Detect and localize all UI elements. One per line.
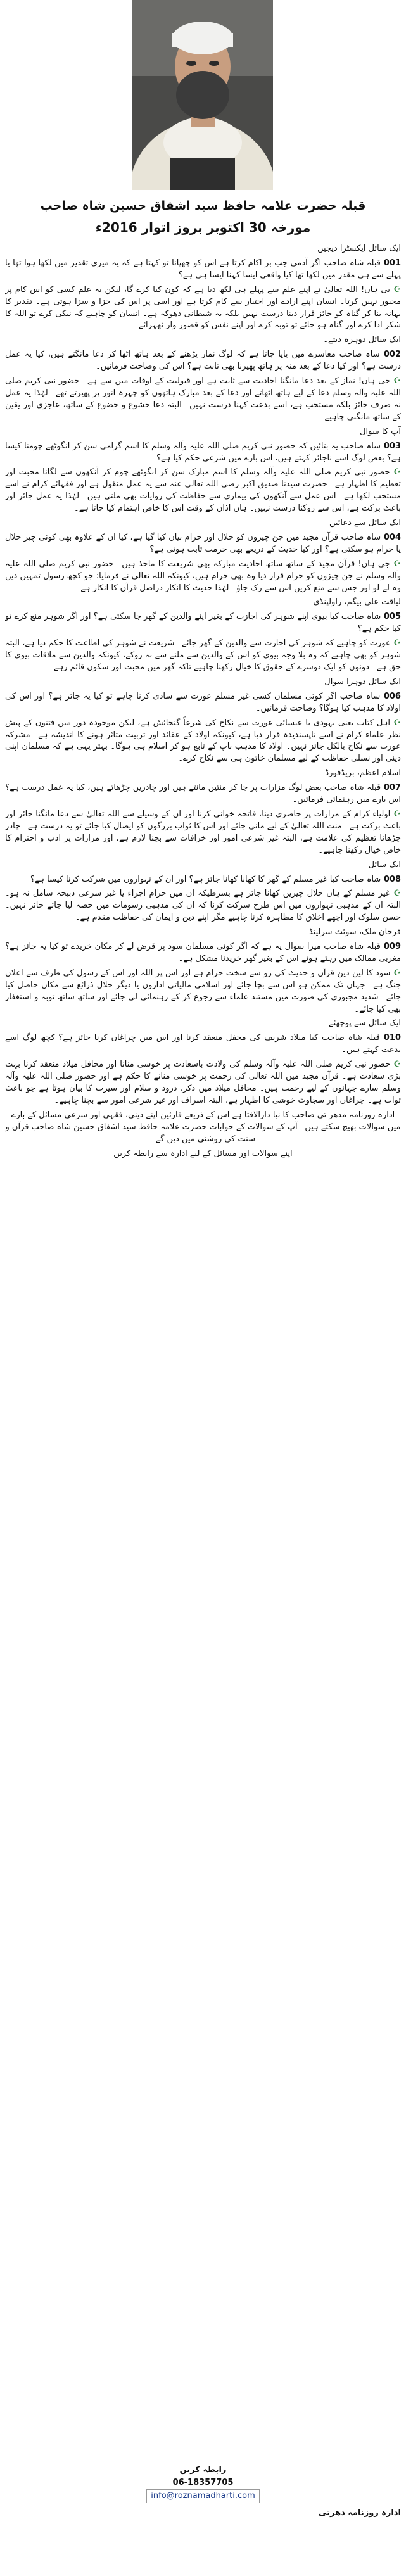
questioner-line: لیاقت علی بیگم، راولپنڈی — [313, 597, 401, 607]
answer-text: عورت کو چاہیے کہ شوہر کی اجازت سے والدین کے گھر جائے۔ شریعت نے شوہر کی اطاعت کا حکم دیا ہے، البتہ شوہر کو بھی چاہیے کہ وہ بلا وجہ بیوی کو اس کے والدین سے ملنے سے نہ روکے، کیونکہ والدین سے ملاقات بیوی کا حق ہے۔ دونوں کو ایک دوسرے کے حقوق کا خیال رکھنا چاہیے تاکہ گھر میں محبت اور سکون قائم رہے۔ — [5, 638, 401, 672]
closing-note: ادارہ روزنامہ مدھر تی صاحب کا نیا دارالافتا ہے اس کے ذریعے قارئین اپنے دینی، فقہی اور شرعی مسائل کے بارے میں سوالات بھیج سکتے ہیں۔ آپ کے سوالات کے جوابات حضرت علامہ حافظ سید اشفاق حسین شاہ صاحب قرآن و سنت کی روشنی میں دیں گے۔ — [5, 1110, 401, 1144]
question — [5, 691, 401, 715]
answer-text: اہل کتاب یعنی یہودی یا عیسائی عورت سے نکاح کی شرعاً گنجائش ہے، لیکن موجودہ دور میں فتنوں کے پیش نظر علماء کرام نے اسے ناپسندیدہ قرار دیا ہے، کیونکہ اولاد کے عقائد اور تربیت متاثر ہونے کا اندیشہ ہے۔ مشرکہ عورت سے نکاح بالکل جائز نہیں۔ اولاد کا مذہب باپ کے تابع ہو کر اسلام ہی ہوگا۔ بہتر یہی ہے کہ مسلمان اپنی دینی اور نسلی حفاظت کے لیے مسلمان خاتون ہی سے نکاح کرے۔ — [5, 718, 401, 764]
questioner-line: آپ کا سوال — [360, 426, 401, 436]
answer-marker-icon: ☪ — [390, 559, 401, 569]
question-number: 005 — [381, 612, 401, 622]
contact-block — [5, 2464, 401, 2520]
question — [5, 258, 401, 282]
questioner-line: فرحان ملک، سوئٹ سرلینڈ — [308, 927, 401, 937]
question — [5, 941, 401, 965]
answer-text: جی ہاں! قرآن مجید کے ساتھ ساتھ احادیث مبارکہ بھی شریعت کا ماخذ ہیں۔ حضور نبی کریم صلی اللہ علیہ وآلہ وسلم نے جن چیزوں کو حرام قرار دیا وہ بھی حرام ہیں، کیونکہ اللہ تعالیٰ نے فرمایا: جو کچھ رسول تمہیں دیں وہ لے لو اور جس سے منع کریں اس سے رک جاؤ۔ لہٰذا حدیث کا انکار دراصل قرآن کا انکار ہے۔ — [5, 559, 401, 593]
answer — [5, 376, 401, 424]
portrait-photo — [132, 0, 273, 190]
answer-marker-icon: ☪ — [390, 889, 401, 899]
answer-text: حضور نبی کریم صلی اللہ علیہ وآلہ وسلم کی ولادت باسعادت پر خوشی منانا اور محافل میلاد منعقد کرنا بہت بڑی سعادت ہے۔ قرآن مجید میں اللہ تعالیٰ کی رحمت پر خوشی منانے کا حکم ہے اور حضور صلی اللہ علیہ وآلہ وسلم سارے جہانوں کے لیے رحمت ہیں۔ محافل میلاد میں ذکر، درود و سلام اور سیرت کا بیان ہوتا ہے جو باعث ثواب ہے۔ چراغاں اور سجاوٹ خوشی کا اظہار ہے، البتہ اسراف اور غیر شرعی امور سے بچنا چاہیے۔ — [5, 1060, 401, 1105]
answer-text: حضور نبی کریم صلی اللہ علیہ وآلہ وسلم کا اسم مبارک سن کر انگوٹھے چوم کر آنکھوں سے لگانا محبت اور تعظیم کا اظہار ہے۔ حضرت سیدنا صدیق اکبر رضی اللہ تعالیٰ عنہ سے یہ عمل منقول ہے اور فقہائے کرام نے اسے مستحب لکھا ہے۔ اس عمل سے آنکھوں کی بیماری سے حفاظت کی روایات بھی ملتی ہیں۔ لہٰذا یہ عمل جائز اور باعث برکت ہے، اس سے روکنا درست نہیں۔ ہاں اذان کے وقت اس کا خاص اہتمام کیا جاتا ہے۔ — [5, 467, 401, 514]
question-number: 008 — [381, 874, 401, 884]
answer — [5, 809, 401, 857]
questioner-line: اسلام اعظم، بریڈفورڈ — [325, 768, 401, 778]
answer — [5, 1059, 401, 1107]
date-caption: مورخہ 30 اکتوبر بروز اتوار 2016ء — [95, 220, 311, 235]
question-text: شاہ صاحب معاشرے میں پایا جاتا ہے کہ لوگ نماز پڑھنے کے بعد ہاتھ اٹھا کر دعا مانگتے ہیں، کیا یہ عمل درست ہے؟ اور کیا دعا کے بعد منہ پر ہاتھ پھیرنا بھی ثابت ہے؟ اس کی وضاحت فرمائیں۔ — [5, 350, 401, 372]
question-number: 007 — [381, 783, 401, 793]
answer-marker-icon: ☪ — [390, 467, 401, 478]
answer-text: بی ہاں! اللہ تعالیٰ نے اپنے علم سے پہلے ہی لکھ دیا ہے کہ کون کیا کرے گا، لیکن یہ علم کسی کو اس کام پر مجبور نہیں کرتا۔ انسان اپنے ارادے اور اختیار سے کام کرتا ہے اور اسی پر اس کی جزا و سزا ہوتی ہے۔ تقدیر کا بہانہ بنا کر گناہ کو جائز قرار دینا درست نہیں بلکہ یہ شیطانی دھوکہ ہے۔ انسان کو چاہیے کہ نیکی کرے تو اللہ کا شکر ادا کرے اور گناہ ہو جائے تو توبہ کرے اور اپنے نفس کو قصور وار ٹھہرائے۔ — [5, 284, 401, 331]
question — [5, 532, 401, 556]
answer-text: اولیاء کرام کے مزارات پر حاضری دینا، فاتحہ خوانی کرنا اور ان کے وسیلے سے اللہ تعالیٰ سے دعا مانگنا جائز اور باعث برکت ہے۔ منت اللہ تعالیٰ کے لیے مانی جائے اور اس کا ثواب بزرگوں کو ایصال کیا جائے تو یہ درست ہے۔ چادر چڑھانا تعظیم کی علامت ہے، البتہ غیر شرعی امور اور خرافات سے بچنا لازم ہے، اور مزارات پر ادب و احترام کا خاص خیال رکھنا چاہیے۔ — [5, 809, 401, 855]
question-number: 001 — [380, 258, 401, 268]
answer — [5, 888, 401, 924]
answer — [5, 284, 401, 333]
answer — [5, 559, 401, 595]
question-number: 006 — [380, 691, 401, 701]
questioner-line: ایک سائل دوہرہ دیتے۔ — [323, 335, 401, 345]
answer-text: جی ہاں! نماز کے بعد دعا مانگنا احادیث سے ثابت ہے اور قبولیت کے اوقات میں سے ہے۔ حضور نبی کریم صلی اللہ علیہ وآلہ وسلم دعا کے لیے ہاتھ اٹھاتے اور دعا کے بعد مبارک ہاتھوں کو چہرہ انور پر پھیرتے تھے۔ لہٰذا یہ عمل نہ صرف جائز بلکہ مستحب ہے، اسے بدعت کہنا درست نہیں۔ البتہ دعا خشوع و خضوع کے ساتھ، عاجزی اور یقین کے ساتھ مانگنی چاہیے۔ — [5, 376, 401, 422]
question — [5, 1032, 401, 1056]
answer-marker-icon: ☪ — [390, 284, 401, 295]
questioner-line: ایک سائل دوہرا سوال — [324, 676, 401, 687]
question-text: شاہ صاحب یہ بتائیں کہ حضور نبی کریم صلی اللہ علیہ وآلہ وسلم کا اسم گرامی سن کر انگوٹھے چومنا کیسا ہے؟ بعض لوگ اسے ناجائز کہتے ہیں، اس بارے میں شرعی حکم کیا ہے؟ — [5, 441, 401, 463]
questioner-line: ایک سائل ایکسٹرا دیجیں — [317, 244, 401, 253]
question-text: قبلہ شاہ صاحب بعض لوگ مزارات پر جا کر منتیں مانتے ہیں اور چادریں چڑھاتے ہیں، کیا یہ عمل درست ہے؟ اس بارے میں رہنمائی فرمائیں۔ — [5, 783, 401, 805]
question-text: قبلہ شاہ صاحب کیا میلاد شریف کی محفل منعقد کرنا اور اس میں چراغاں کرنا جائز ہے؟ کچھ لوگ اسے بدعت کہتے ہیں۔ — [5, 1033, 401, 1055]
closing-note: اپنے سوالات اور مسائل کے لیے ادارہ سے رابطہ کریں — [113, 1148, 293, 1158]
question-number: 002 — [379, 350, 401, 360]
question-number: 010 — [379, 1033, 401, 1043]
qa-column — [5, 243, 401, 2568]
contact-phone: 06-18357705 — [172, 2478, 234, 2487]
portrait-caption: قبلہ حضرت علامہ حافظ سید اشفاق حسین شاہ صاحب — [40, 199, 366, 213]
question — [5, 782, 401, 806]
question-number: 009 — [380, 942, 401, 952]
answer-marker-icon: ☪ — [390, 809, 401, 819]
question-text: قبلہ شاہ صاحب میرا سوال یہ ہے کہ اگر کوئی مسلمان سود پر قرض لے کر مکان خریدے تو کیا یہ جائز ہے؟ مغربی ممالک میں رہتے ہوئے اس کے بغیر گھر خریدنا مشکل ہے۔ — [5, 942, 401, 963]
portrait-illustration — [132, 0, 273, 190]
question — [5, 441, 401, 465]
answer — [5, 718, 401, 766]
question-number: 003 — [381, 441, 401, 451]
question-text: شاہ صاحب اگر کوئی مسلمان کسی غیر مسلم عورت سے شادی کرنا چاہے تو کیا یہ جائز ہے؟ اور اس کی اولاد کا مذہب کیا ہوگا؟ وضاحت فرمائیں۔ — [5, 691, 401, 713]
questioner-line: ایک سائل سے دعائیں — [329, 518, 401, 528]
question-number: 004 — [381, 532, 401, 542]
contact-email: info@roznamadharti.com — [146, 2489, 259, 2503]
questioner-line: ایک سائل — [368, 860, 401, 870]
contact-label: رابطہ کریں — [179, 2465, 227, 2475]
answer-text: سود کا لین دین قرآن و حدیث کی رو سے سخت حرام ہے اور اس پر اللہ اور اس کے رسول کی طرف سے اعلان جنگ ہے۔ جہاں تک ممکن ہو اس سے بچا جائے اور اسلامی مالیاتی اداروں یا دیگر حلال ذرائع سے مکان حاصل کیا جائے۔ شدید مجبوری کی صورت میں مستند علماء سے رجوع کر کے رہنمائی لی جائے اور ساتھ ساتھ توبہ و استغفار بھی کیا جائے۔ — [5, 968, 401, 1014]
answer-marker-icon: ☪ — [390, 718, 401, 728]
answer-text: غیر مسلم کے ہاں حلال چیزیں کھانا جائز ہے بشرطیکہ ان میں حرام اجزاء یا غیر شرعی ذبیحہ شامل نہ ہو۔ البتہ ان کے مذہبی تہواروں میں اس طرح شرکت کرنا کہ ان کی مذہبی رسومات میں حصہ لیا جائے جائز نہیں۔ حسن سلوک اور اچھے اخلاق کا مظاہرہ کرنا چاہیے مگر اپنے دین و ایمان کی حفاظت مقدم ہے۔ — [5, 889, 401, 923]
question — [5, 874, 401, 886]
question — [5, 349, 401, 373]
question-text: شاہ صاحب قرآن مجید میں جن چیزوں کو حلال اور حرام بیان کیا گیا ہے، کیا ان کے علاوہ بھی کوئی چیز حلال یا حرام ہو سکتی ہے؟ اور کیا حدیث کے ذریعے بھی حرمت ثابت ہوتی ہے؟ — [5, 532, 401, 554]
answer-marker-icon: ☪ — [390, 376, 401, 386]
answer — [5, 638, 401, 674]
answer — [5, 467, 401, 515]
question — [5, 611, 401, 635]
answer — [5, 968, 401, 1016]
footer-text: ادارہ روزنامہ دھرتی — [318, 2508, 401, 2518]
question-text: قبلہ شاہ صاحب اگر آدمی جب بر اکام کرتا ہے اس کو چھپانا تو کہتا ہے کہ یہ میری تقدیر میں لکھا ہوا تھا یا پہلے سے ہی مقدر میں لکھا تھا کیا واقعی ایسا کہنا ایسا ہی ہے؟ — [5, 258, 401, 280]
questioner-line: ایک سائل سے پوچھئے — [329, 1018, 401, 1029]
question-text: شاہ صاحب کیا غیر مسلم کے گھر کا کھانا کھانا جائز ہے؟ اور ان کے تہواروں میں شرکت کرنا کیسا ہے؟ — [30, 874, 381, 884]
answer-marker-icon: ☪ — [390, 1060, 401, 1070]
answer-marker-icon: ☪ — [390, 968, 401, 978]
answer-marker-icon: ☪ — [390, 638, 401, 649]
question-text: شاہ صاحب کیا بیوی اپنے شوہر کی اجازت کے بغیر اپنے والدین کے گھر جا سکتی ہے؟ اور اگر شوہر منع کرے تو کیا حکم ہے؟ — [5, 612, 401, 634]
